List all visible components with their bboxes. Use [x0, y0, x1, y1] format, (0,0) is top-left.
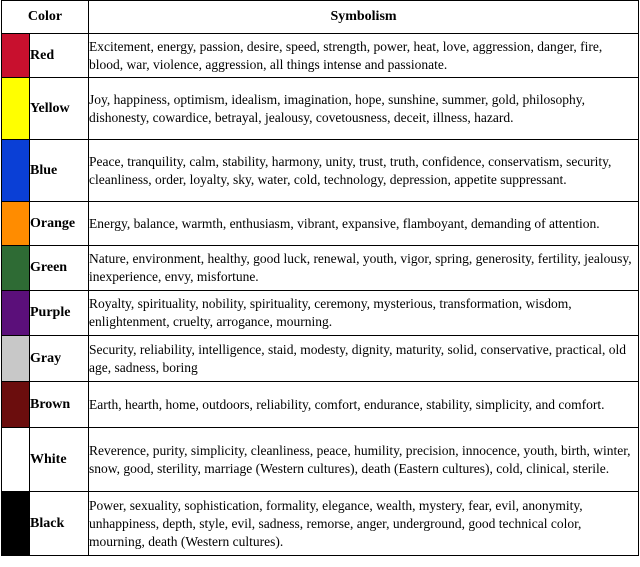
color-swatch: [2, 202, 30, 246]
color-swatch: [2, 246, 30, 291]
table-row-yellow: [2, 78, 639, 140]
table-row-brown: [2, 382, 639, 428]
header-row: [2, 1, 639, 34]
color-name: Black: [30, 492, 89, 556]
color-swatch: [2, 336, 30, 382]
color-swatch: [2, 78, 30, 140]
symbolism-text: Peace, tranquility, calm, stability, harmony, unity, trust, truth, confidence, conservatism, security, cleanliness, order, loyalty, sky, water, cold, technology, depression, appetite suppressant.: [89, 140, 639, 202]
symbolism-text: Energy, balance, warmth, enthusiasm, vibrant, expansive, flamboyant, demanding of attention.: [89, 202, 639, 246]
color-swatch: [2, 140, 30, 202]
table-row-gray: [2, 336, 639, 382]
color-name: White: [30, 428, 89, 492]
header-color: Color: [2, 1, 89, 34]
color-name: Red: [30, 34, 89, 78]
symbolism-text: Reverence, purity, simplicity, cleanliness, peace, humility, precision, innocence, youth, birth, winter, snow, good, sterility, marriage (Western cultures), death (Eastern cultures), cold, clinical, sterile.: [89, 428, 639, 492]
color-name: Orange: [30, 202, 89, 246]
symbolism-text: Joy, happiness, optimism, idealism, imagination, hope, sunshine, summer, gold, philosophy, dishonesty, cowardice, betrayal, jealousy, covetousness, deceit, illness, hazard.: [89, 78, 639, 140]
symbolism-text: Royalty, spirituality, nobility, spirituality, ceremony, mysterious, transformation, wisdom, enlightenment, cruelty, arrogance, mourning.: [89, 291, 639, 336]
symbolism-text: Earth, hearth, home, outdoors, reliability, comfort, endurance, stability, simplicity, and comfort.: [89, 382, 639, 428]
table-row-purple: [2, 291, 639, 336]
color-name: Brown: [30, 382, 89, 428]
color-swatch: [2, 492, 30, 556]
color-swatch: [2, 382, 30, 428]
symbolism-text: Power, sexuality, sophistication, formality, elegance, wealth, mystery, fear, evil, anonymity, unhappiness, depth, style, evil, sadness, remorse, anger, underground, good technical color, mourning, death (Western cultures).: [89, 492, 639, 556]
color-name: Gray: [30, 336, 89, 382]
table-row-black: [2, 492, 639, 556]
color-name: Green: [30, 246, 89, 291]
symbolism-text: Security, reliability, intelligence, staid, modesty, dignity, maturity, solid, conservative, practical, old age, sadness, boring: [89, 336, 639, 382]
table-row-orange: [2, 202, 639, 246]
table-row-white: [2, 428, 639, 492]
color-name: Yellow: [30, 78, 89, 140]
table-row-blue: [2, 140, 639, 202]
color-swatch: [2, 428, 30, 492]
color-name: Purple: [30, 291, 89, 336]
color-name: Blue: [30, 140, 89, 202]
symbolism-text: Nature, environment, healthy, good luck, renewal, youth, vigor, spring, generosity, fertility, jealousy, inexperience, envy, misfortune.: [89, 246, 639, 291]
header-symbolism: Symbolism: [89, 1, 639, 34]
color-swatch: [2, 291, 30, 336]
color-swatch: [2, 34, 30, 78]
table-row-green: [2, 246, 639, 291]
symbolism-text: Excitement, energy, passion, desire, speed, strength, power, heat, love, aggression, danger, fire, blood, war, violence, aggression, all things intense and passionate.: [89, 34, 639, 78]
color-symbolism-table: [1, 0, 639, 556]
table-row-red: [2, 34, 639, 78]
